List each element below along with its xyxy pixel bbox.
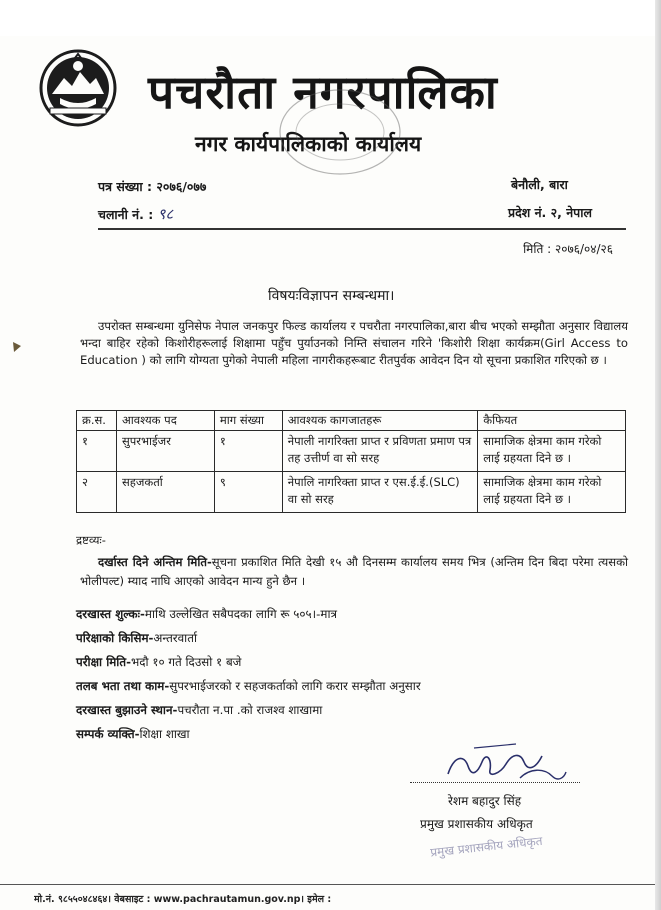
detail-value: भदौ १० गते दिउसो १ बजे [131, 655, 242, 669]
signatory-title: प्रमुख प्रशासकीय अधिकृत [420, 817, 533, 831]
header-count: माग संख्या [214, 411, 282, 431]
table-row [77, 431, 626, 472]
table-cell: सहजकर्ता [116, 472, 214, 513]
patra-label: पत्र संख्या : [98, 179, 152, 194]
place-line-1: बेनौली, बारा [511, 177, 568, 192]
chalani-label: चलानी नं. : [98, 207, 154, 222]
note-label: द्रष्टव्यः- [76, 533, 106, 547]
signature-line [410, 782, 580, 783]
detail-contact [76, 726, 190, 742]
detail-label: दरखास्त बुझाउने स्थान- [76, 703, 178, 717]
detail-exam-date [76, 654, 241, 670]
patra-sankhya [98, 178, 206, 195]
note-bold: दर्खास्त दिने अन्तिम मिति- [98, 555, 212, 569]
subject-line: विषयःविज्ञापन सम्बन्धमा। [268, 288, 395, 304]
signatory-name: रेशम बहादुर सिंह [448, 794, 522, 808]
table-row [77, 472, 626, 513]
table-cell: सामाजिक क्षेत्रमा काम गरेको लाई ग्रहयता दिने छ । [478, 472, 626, 513]
patra-value: २०७६/०७७ [156, 179, 207, 194]
svg-text:प्रमुख प्रशासकीय अधिकृत: प्रमुख प्रशासकीय अधिकृत [429, 833, 544, 860]
detail-value: शिक्षा शाखा [139, 727, 190, 741]
footer-divider [0, 884, 655, 885]
place-line-2: प्रदेश नं. २, नेपाल [508, 205, 592, 220]
detail-exam-type [76, 630, 197, 646]
office-subtitle: नगर कार्यपालिकाको कार्यालय [195, 132, 422, 156]
header-remarks: कैफियत [478, 411, 626, 431]
detail-salary [76, 678, 421, 694]
header-sn: क्र.स. [77, 411, 117, 431]
table-cell: २ [77, 472, 117, 513]
header-divider [98, 228, 626, 230]
table-cell: १ [77, 431, 117, 472]
scan-top-margin [0, 0, 661, 36]
table-cell: सामाजिक क्षेत्रमा काम गरेको लाई ग्रहयता दिने छ । [478, 431, 626, 472]
table-cell: ९ [214, 472, 282, 513]
detail-fee [76, 606, 337, 622]
table-cell: सुपरभाईजर [116, 431, 214, 472]
header-post: आवश्यक पद [116, 411, 214, 431]
detail-value: माथि उल्लेखित सबैपदका लागि रू ५०५।-मात्र [144, 607, 338, 621]
nepal-emblem-icon [38, 48, 118, 128]
note-body [80, 553, 628, 591]
signature-scribble [420, 738, 580, 788]
detail-value: अन्तरवार्ता [153, 631, 198, 645]
table-header-row [77, 411, 626, 431]
detail-value: सुपरभाईजरको र सहजकर्ताको लागि करार सम्झौता अनुसार [169, 679, 421, 693]
note-text: सूचना प्रकाशित मिति देखी १५ औ दिनसम्म कार्यालय समय भित्र (अन्तिम दिन बिदा परेमा त्यसको भोलीपल्ट) म्याद नाघि आएको आवेदन मान्य हुने छैन । [80, 555, 628, 588]
table-cell: नेपाली नागरिक्ता प्राप्त र प्रविणता प्रमाण पत्र तह उत्तीर्ण वा सो सरह [282, 431, 478, 472]
municipality-title: पचरौता नगरपालिका [148, 65, 498, 119]
detail-value: पचरौता न.पा .को राजश्व शाखामा [177, 703, 323, 717]
chalani-value: ९८ [157, 205, 174, 223]
detail-label: परीक्षा मिति- [76, 655, 131, 669]
detail-label: दरखास्त शुल्कः- [76, 607, 145, 621]
scan-smudge-icon [10, 340, 24, 354]
document-date: मिति : २०७६/०४/२६ [523, 242, 613, 256]
office-stamp [270, 82, 410, 182]
signatory-stamp [418, 826, 568, 866]
page-edge-shadow [655, 0, 661, 910]
detail-label: सम्पर्क व्यक्ति- [76, 727, 140, 741]
table-cell: १ [214, 431, 282, 472]
detail-label: परिक्षाको किसिम- [76, 631, 154, 645]
detail-label: तलब भता तथा काम- [76, 679, 170, 693]
table-cell: नेपालि नागरिक्ता प्राप्त र एस.ई.ई.(SLC) वा सो सरह [282, 472, 478, 513]
requirements-table [76, 410, 626, 513]
detail-submission-place [76, 702, 322, 718]
header-documents: आवश्यक कागजातहरू [282, 411, 478, 431]
chalani-number [98, 204, 173, 224]
body-paragraph: उपरोक्त सम्बन्धमा युनिसेफ नेपाल जनकपुर फिल्ड कार्यालय र पचरौता नगरपालिका,बारा बीच भएको सम्झौता अनुसार विद्यालय भन्दा बाहिर रहेको किशोरीहरूलाई शिक्षामा पहुँच पुर्याउनको निम्ति संचालन गरिने 'किशोरी शिक्षा कार्यक्रम(Girl Access to Education ) को लागि योग्यता पुगेको नेपाली महिला नागरीकहरूबाट रीतपुर्वक आवेदन दिन यो सूचना प्रकाशित गरिएको छ । [80, 319, 628, 367]
footer-contact: मो.नं. ९८५५०४८४६४। वेबसाइट : www.pachrautamun.gov.np। इमेल : [34, 894, 332, 905]
